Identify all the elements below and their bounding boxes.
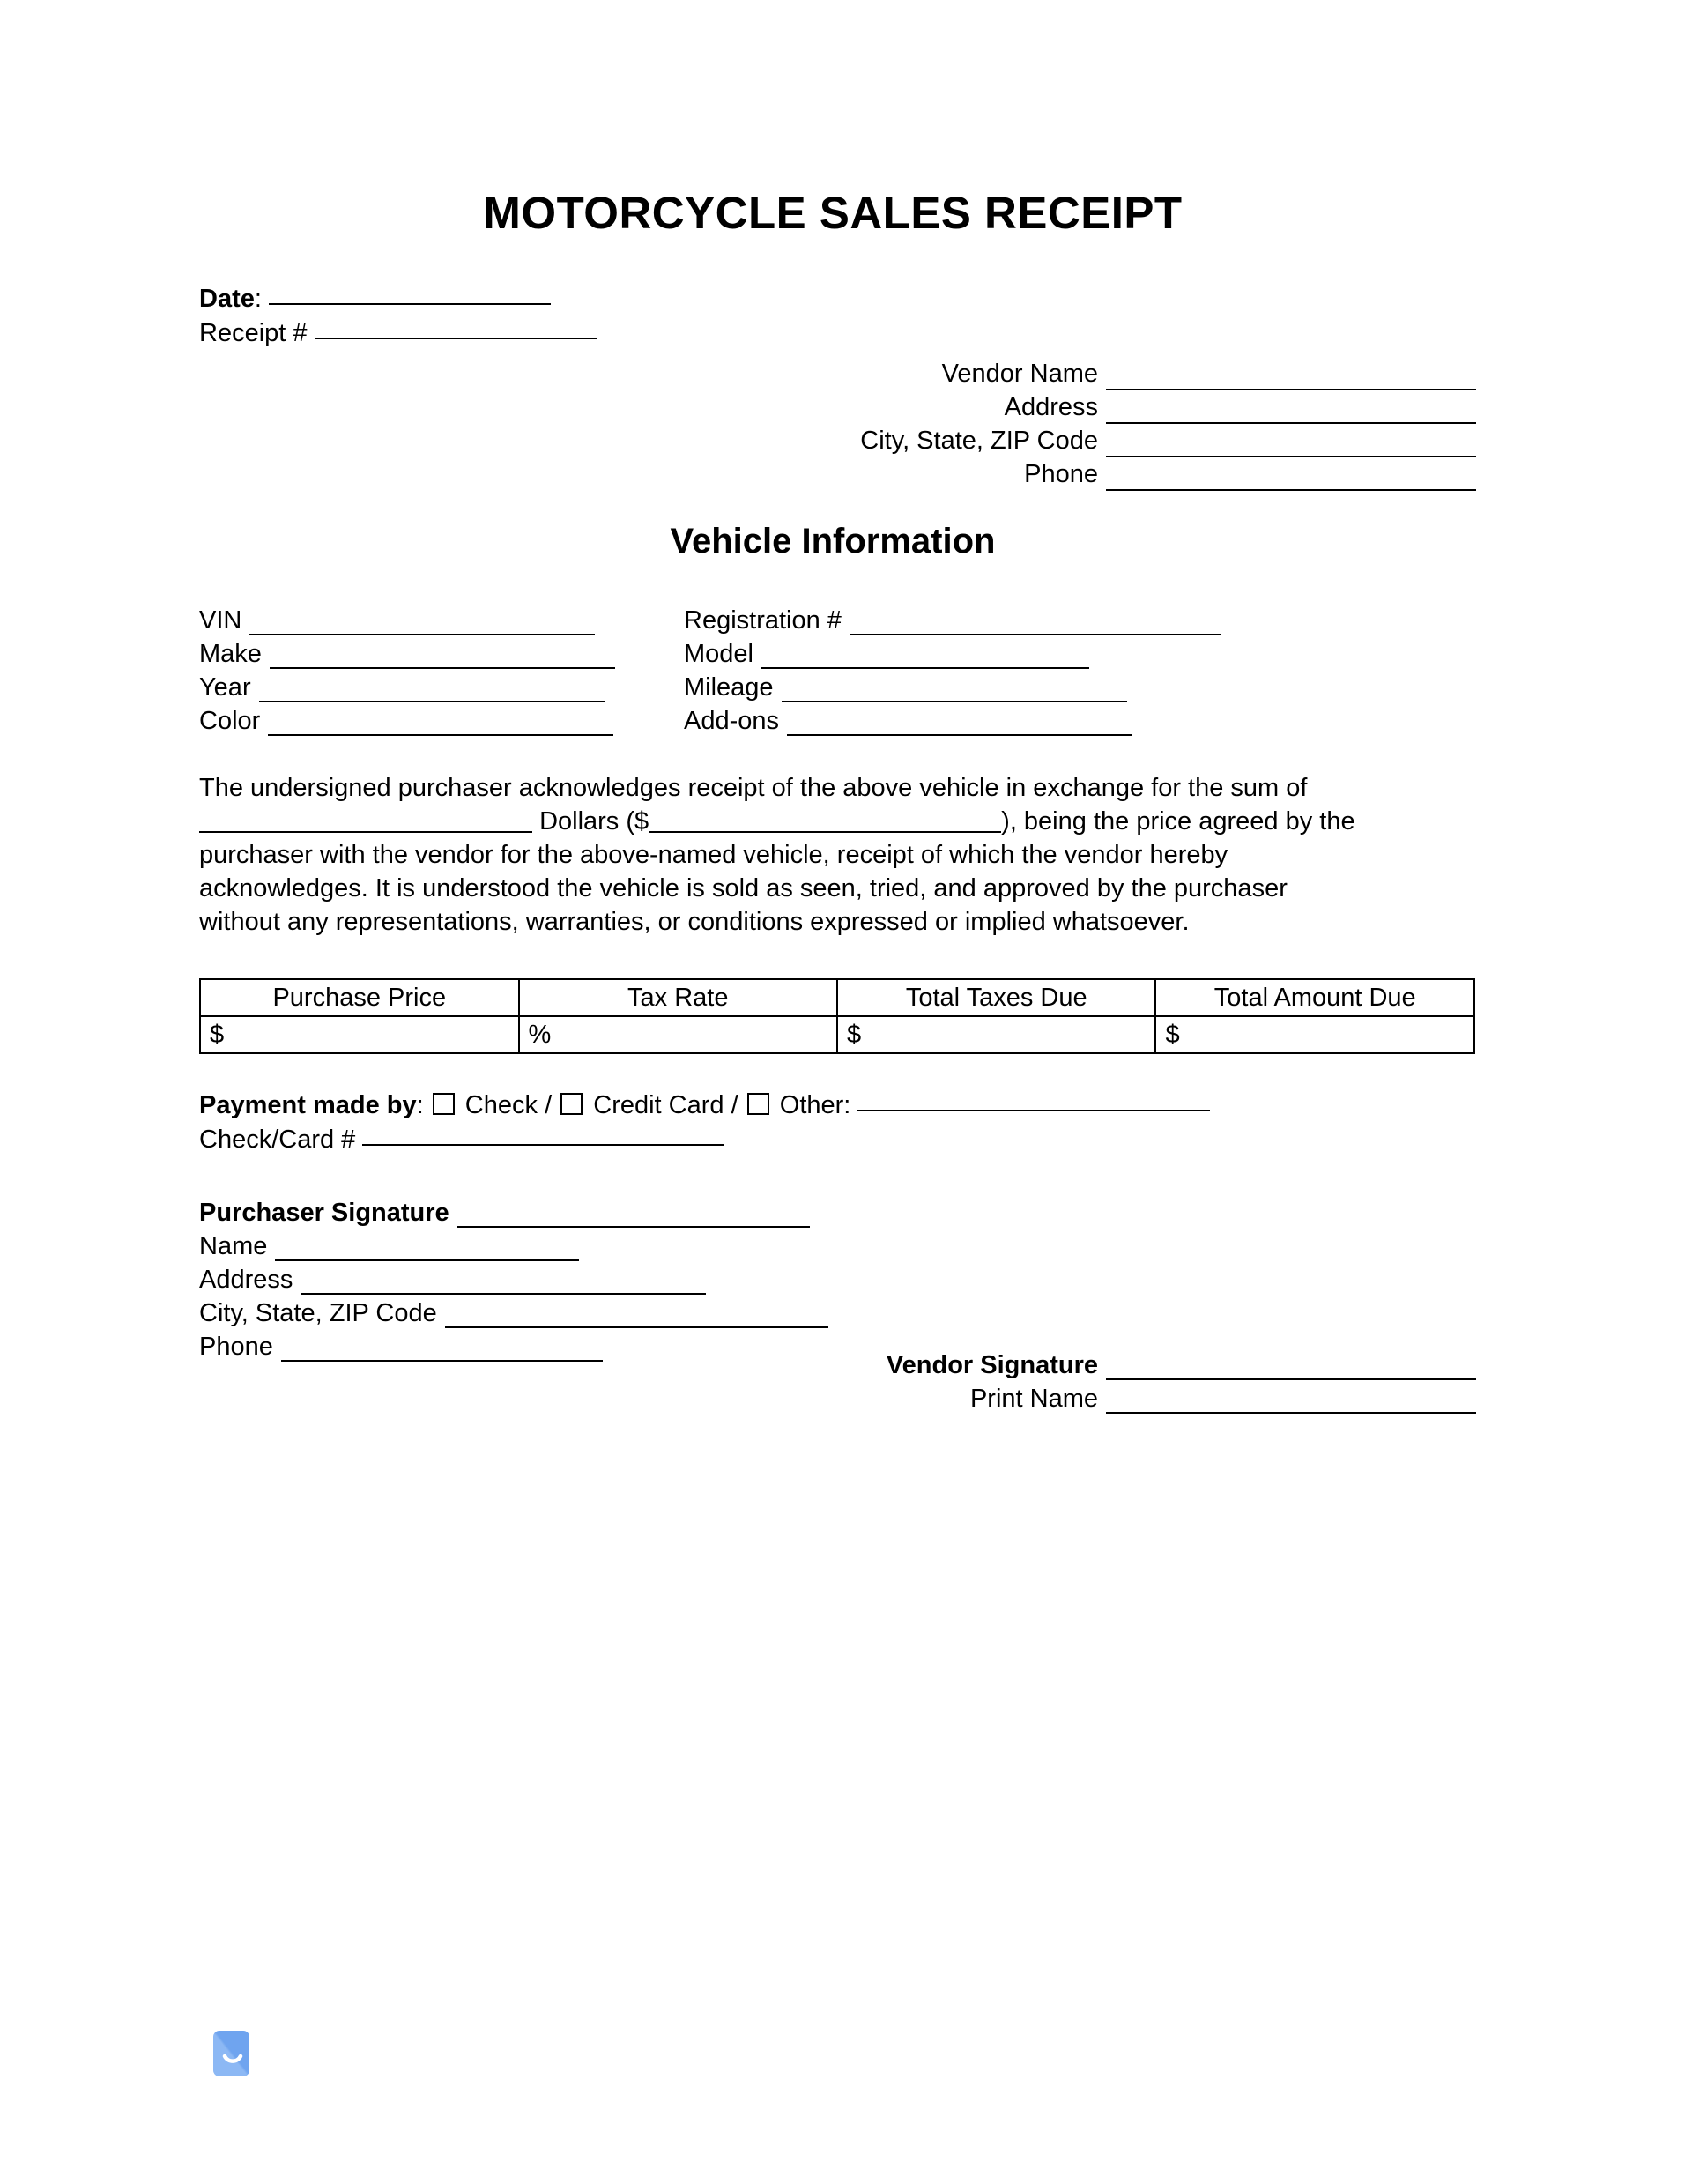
- purchaser-address-input[interactable]: [301, 1266, 706, 1295]
- purchaser-phone-input[interactable]: [281, 1333, 603, 1362]
- vendor-info-block: [723, 357, 1476, 491]
- cell-total-amount-due[interactable]: $: [1155, 1016, 1474, 1053]
- date-colon: :: [254, 285, 262, 313]
- vendor-address-row: [723, 390, 1476, 424]
- date-row: [199, 282, 597, 316]
- model-field: [684, 640, 1301, 669]
- purchaser-address-label: Address: [199, 1266, 293, 1294]
- agreement-line-5: without any representations, warranties, or conditions expressed or implied whatsoever.: [199, 908, 1190, 936]
- column-header-total-amount-due: Total Amount Due: [1155, 979, 1474, 1016]
- check-card-number-label: Check/Card #: [199, 1125, 356, 1154]
- mileage-label: Mileage: [684, 673, 774, 702]
- vendor-signature-row: [723, 1347, 1476, 1380]
- table-row: [200, 1016, 1474, 1053]
- checkbox-credit-card[interactable]: [560, 1093, 583, 1115]
- mileage-field: [684, 673, 1301, 702]
- purchaser-signature-label: Purchaser Signature: [199, 1199, 449, 1227]
- purchaser-name-input[interactable]: [275, 1232, 579, 1261]
- vehicle-row-3: [199, 669, 1477, 702]
- agreement-line-4: acknowledges. It is understood the vehicle is sold as seen, tried, and approved by the purchaser: [199, 874, 1288, 903]
- check-card-number-row: [199, 1123, 1210, 1157]
- vendor-phone-label: Phone: [1024, 460, 1098, 488]
- add-ons-label: Add-ons: [684, 707, 780, 735]
- cell-total-taxes-due[interactable]: $: [837, 1016, 1155, 1053]
- page-title: MOTORCYCLE SALES RECEIPT: [483, 188, 1183, 238]
- year-label: Year: [199, 673, 251, 702]
- date-input[interactable]: [269, 282, 551, 305]
- receipt-header-block: [199, 282, 597, 351]
- amount-in-words-input[interactable]: [199, 812, 532, 833]
- registration-number-field: [684, 606, 1301, 635]
- vin-field: [199, 606, 684, 635]
- column-header-purchase-price: Purchase Price: [200, 979, 519, 1016]
- purchaser-phone-label: Phone: [199, 1333, 273, 1361]
- vehicle-row-4: [199, 702, 1477, 736]
- payment-method-row: [199, 1088, 1210, 1123]
- color-label: Color: [199, 707, 261, 735]
- make-input[interactable]: [270, 640, 615, 669]
- vin-input[interactable]: [249, 606, 595, 635]
- option-label-other: Other:: [779, 1091, 851, 1119]
- color-input[interactable]: [268, 707, 613, 736]
- column-header-tax-rate: Tax Rate: [519, 979, 837, 1016]
- vendor-city-state-zip-row: [723, 424, 1476, 457]
- agreement-line-3: purchaser with the vendor for the above-named vehicle, receipt of which the vendor hereby: [199, 841, 1228, 869]
- checkbox-check[interactable]: [433, 1093, 455, 1115]
- payment-method-block: [199, 1088, 1210, 1157]
- receipt-number-label: Receipt #: [199, 319, 308, 347]
- vehicle-information-heading: Vehicle Information: [670, 522, 996, 561]
- document-smile-logo-icon: [212, 2030, 257, 2078]
- receipt-number-input[interactable]: [315, 316, 597, 339]
- checkbox-other[interactable]: [747, 1093, 769, 1115]
- payment-separator-1: /: [545, 1091, 553, 1119]
- dollars-word-label: Dollars ($: [539, 807, 649, 836]
- vendor-print-name-label: Print Name: [969, 1385, 1098, 1413]
- mileage-input[interactable]: [782, 673, 1127, 702]
- purchaser-city-state-zip-label: City, State, ZIP Code: [199, 1299, 437, 1327]
- payment-label-colon: :: [416, 1091, 424, 1119]
- check-card-number-input[interactable]: [362, 1123, 724, 1146]
- vendor-signature-label: Vendor Signature: [886, 1351, 1098, 1379]
- registration-number-label: Registration #: [684, 606, 842, 635]
- add-ons-field: [684, 707, 1301, 736]
- model-label: Model: [684, 640, 753, 668]
- make-field: [199, 640, 684, 669]
- amounts-table-header-row: [200, 979, 1474, 1016]
- vehicle-row-1: [199, 602, 1477, 635]
- payment-separator-2: /: [731, 1091, 738, 1119]
- vehicle-information-fields: [199, 602, 1477, 736]
- agreement-paragraph: [199, 771, 1468, 939]
- vendor-phone-input[interactable]: [1106, 462, 1476, 491]
- purchaser-signature-input[interactable]: [457, 1199, 810, 1228]
- make-label: Make: [199, 640, 262, 668]
- vendor-city-state-zip-input[interactable]: [1106, 428, 1476, 457]
- add-ons-input[interactable]: [787, 707, 1132, 736]
- vendor-print-name-row: [723, 1380, 1476, 1414]
- vendor-signature-input[interactable]: [1106, 1351, 1476, 1380]
- vendor-print-name-input[interactable]: [1106, 1385, 1476, 1414]
- vendor-phone-row: [723, 457, 1476, 491]
- amounts-table: [199, 978, 1475, 1054]
- vendor-address-input[interactable]: [1106, 395, 1476, 424]
- year-field: [199, 673, 684, 702]
- option-label-check: Check: [464, 1091, 538, 1119]
- purchaser-name-row: [199, 1228, 828, 1261]
- vendor-address-label: Address: [1004, 393, 1098, 421]
- vendor-signature-block: [723, 1347, 1476, 1414]
- purchaser-name-label: Name: [199, 1232, 268, 1260]
- model-input[interactable]: [761, 640, 1089, 669]
- option-label-credit-card: Credit Card: [593, 1091, 724, 1119]
- purchaser-signature-row: [199, 1194, 828, 1228]
- purchaser-city-state-zip-input[interactable]: [445, 1299, 828, 1328]
- receipt-number-row: [199, 316, 597, 351]
- vendor-name-row: [723, 357, 1476, 390]
- cell-tax-rate[interactable]: %: [519, 1016, 837, 1053]
- vendor-city-state-zip-label: City, State, ZIP Code: [860, 427, 1098, 455]
- vendor-name-input[interactable]: [1106, 361, 1476, 390]
- amount-numeric-input[interactable]: [649, 812, 1001, 833]
- year-input[interactable]: [259, 673, 605, 702]
- vin-label: VIN: [199, 606, 242, 635]
- vendor-name-label: Vendor Name: [941, 360, 1098, 388]
- purchaser-city-state-zip-row: [199, 1295, 828, 1328]
- color-field: [199, 707, 684, 736]
- purchaser-signature-block: [199, 1194, 828, 1362]
- cell-purchase-price[interactable]: $: [200, 1016, 519, 1053]
- payment-made-by-label: Payment made by: [199, 1091, 417, 1119]
- agreement-line-1: The undersigned purchaser acknowledges receipt of the above vehicle in exchange for the sum of: [199, 774, 1308, 802]
- date-label: Date: [199, 285, 255, 313]
- payment-other-input[interactable]: [857, 1088, 1210, 1111]
- column-header-total-taxes-due: Total Taxes Due: [837, 979, 1155, 1016]
- purchaser-address-row: [199, 1261, 828, 1295]
- registration-number-input[interactable]: [850, 606, 1221, 635]
- agreement-after-amount: ), being the price agreed by the: [1001, 807, 1355, 836]
- vehicle-row-2: [199, 635, 1477, 669]
